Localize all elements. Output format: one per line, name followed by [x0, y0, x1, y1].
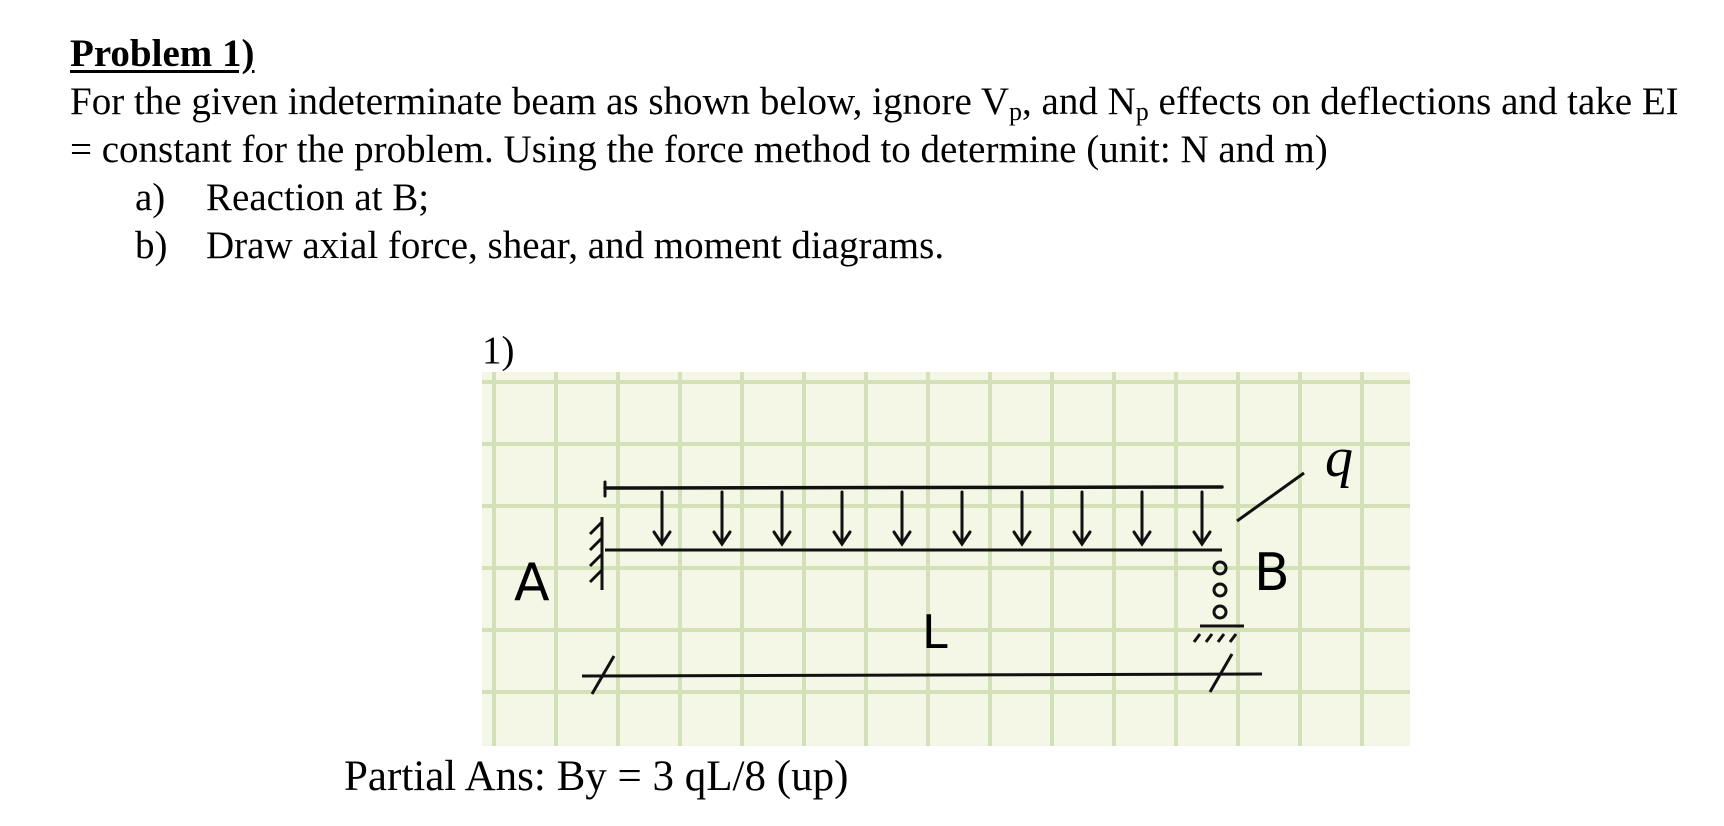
subscript-vp: p — [1009, 97, 1023, 126]
intro-part-3: effects on deflections and take EI = constant for the problem. Using the force method to determine (unit: N and m) — [70, 80, 1679, 171]
intro-part-1: For the given indeterminate beam as shown below, ignore V — [70, 80, 1010, 123]
problem-statement — [70, 78, 1690, 174]
intro-part-2: , and N — [1022, 80, 1136, 123]
task-list — [70, 174, 1690, 270]
task-item — [70, 174, 1690, 222]
label-b: B — [1254, 543, 1290, 603]
label-a: A — [514, 553, 550, 613]
subscript-np: p — [1135, 97, 1149, 126]
partial-answer: Partial Ans: By = 3 qL/8 (up) — [344, 753, 849, 800]
task-marker: b) — [135, 224, 168, 267]
task-text: Reaction at B; — [206, 176, 430, 219]
task-marker: a) — [135, 176, 166, 219]
problem-text — [70, 30, 1690, 270]
load-label: q — [1325, 427, 1353, 489]
span-label: L — [922, 605, 948, 659]
task-text: Draw axial force, shear, and moment diagrams. — [206, 224, 945, 267]
figure-number: 1) — [482, 329, 515, 372]
problem-title: Problem 1) — [70, 32, 255, 75]
task-item — [70, 222, 1690, 270]
beam-figure — [482, 372, 1410, 746]
